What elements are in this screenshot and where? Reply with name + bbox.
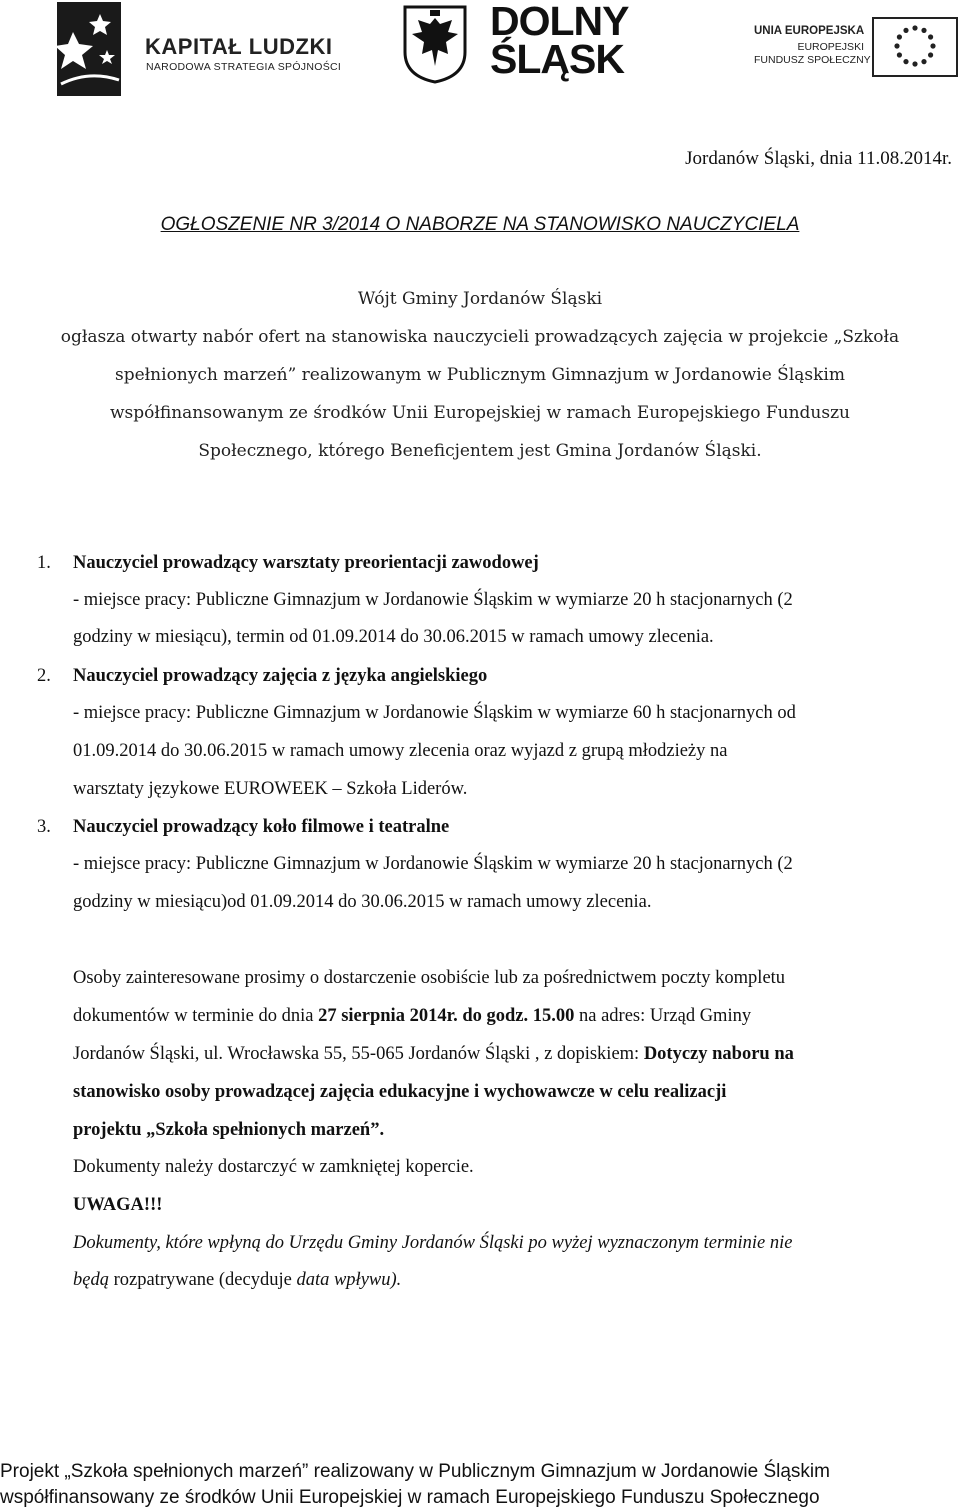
item-detail-line: warsztaty językowe EUROWEEK – Szkoła Liderów. xyxy=(73,779,468,799)
item-detail-line: - miejsce pracy: Publiczne Gimnazjum w Jordanowie Śląskim w wymiarze 20 h stacjonarnych (2 xyxy=(73,854,793,874)
warning-line-2: będą rozpatrywane (decyduje data wpływu). xyxy=(73,1270,402,1290)
dolny-slask-line1: DOLNY xyxy=(490,0,629,44)
item-detail-line: - miejsce pracy: Publiczne Gimnazjum w Jordanowie Śląskim w wymiarze 60 h stacjonarnych od xyxy=(73,703,796,723)
intro-line-2: ogłasza otwarty nabór ofert na stanowiska nauczycieli prowadzących zajęcia w projekcie „Szkoła xyxy=(60,327,900,347)
footer-line-1: Projekt „Szkoła spełnionych marzeń” realizowany w Publicznym Gimnazjum w Jordanowie Śląskim xyxy=(0,1461,830,1482)
item-number: 2. xyxy=(37,666,51,686)
eu-label-line3: FUNDUSZ SPOŁECZNY xyxy=(754,54,871,66)
announcement-title: OGŁOSZENIE NR 3/2014 O NABORZE NA STANOWISKO NAUCZYCIELA xyxy=(160,214,800,235)
kapital-ludzki-subtitle: NARODOWA STRATEGIA SPÓJNOŚCI xyxy=(146,61,342,73)
submission-line-4: stanowisko osoby prowadzącej zajęcia edukacyjne i wychowawcze w celu realizacji xyxy=(73,1082,727,1102)
eu-flag xyxy=(872,17,958,77)
eu-label-line1: UNIA EUROPEJSKA xyxy=(754,25,865,37)
warning-label: UWAGA!!! xyxy=(73,1195,163,1215)
submission-line-3: Jordanów Śląski, ul. Wrocławska 55, 55-065 Jordanów Śląski , z dopiskiem: Dotyczy naboru na xyxy=(73,1044,794,1064)
submission-line-2: dokumentów w terminie do dnia 27 sierpnia 2014r. do godz. 15.00 na adres: Urząd Gminy xyxy=(73,1006,752,1026)
eu-stars-flag-icon xyxy=(872,17,958,77)
intro-line-5: Społecznego, którego Beneficjentem jest Gmina Jordanów Śląski. xyxy=(198,441,762,461)
submission-line-1: Osoby zainteresowane prosimy o dostarczenie osobiście lub za pośrednictwem poczty kompletu xyxy=(73,968,786,988)
item-number: 3. xyxy=(37,817,51,837)
item-detail-line: godziny w miesiącu), termin od 01.09.2014 do 30.06.2015 w ramach umowy zlecenia. xyxy=(73,627,714,647)
item-detail-line: - miejsce pracy: Publiczne Gimnazjum w Jordanowie Śląskim w wymiarze 20 h stacjonarnych (2 xyxy=(73,590,793,610)
intro-line-4: współfinansowanym ze środków Unii Europejskiej w ramach Europejskiego Funduszu xyxy=(109,403,851,423)
item-detail-line: godziny w miesiącu)od 01.09.2014 do 30.06.2015 w ramach umowy zlecenia. xyxy=(73,892,652,912)
envelope-note: Dokumenty należy dostarczyć w zamkniętej kopercie. xyxy=(73,1157,474,1177)
item-heading: Nauczyciel prowadzący warsztaty preorientacji zawodowej xyxy=(73,553,539,573)
eu-label-line2: EUROPEJSKI xyxy=(797,41,864,53)
item-heading: Nauczyciel prowadzący koło filmowe i teatralne xyxy=(73,817,450,837)
kapital-ludzki-title: KAPITAŁ LUDZKI xyxy=(145,34,333,59)
item-number: 1. xyxy=(37,553,51,573)
dolny-slask-line2: ŚLĄSK xyxy=(490,36,624,82)
submission-line-5: projektu „Szkoła spełnionych marzeń”. xyxy=(73,1120,385,1140)
eagle-shield-icon xyxy=(402,4,468,84)
intro-line-3: spełnionych marzeń” realizowanym w Publicznym Gimnazjum w Jordanowie Śląskim xyxy=(115,365,845,385)
date-line: Jordanów Śląski, dnia 11.08.2014r. xyxy=(685,148,952,169)
footer-line-2: współfinansowany ze środków Unii Europejskiej w ramach Europejskiego Funduszu Społecznego xyxy=(0,1487,820,1508)
intro-line-1: Wójt Gminy Jordanów Śląski xyxy=(357,289,603,309)
warning-line-1: Dokumenty, które wpłyną do Urzędu Gminy Jordanów Śląski po wyżej wyznaczonym terminie nie xyxy=(73,1233,793,1253)
item-heading: Nauczyciel prowadzący zajęcia z języka angielskiego xyxy=(73,666,488,686)
kapital-ludzki-emblem-icon xyxy=(55,2,123,97)
item-detail-line: 01.09.2014 do 30.06.2015 w ramach umowy zlecenia oraz wyjazd z grupą młodzieży na xyxy=(73,741,728,761)
